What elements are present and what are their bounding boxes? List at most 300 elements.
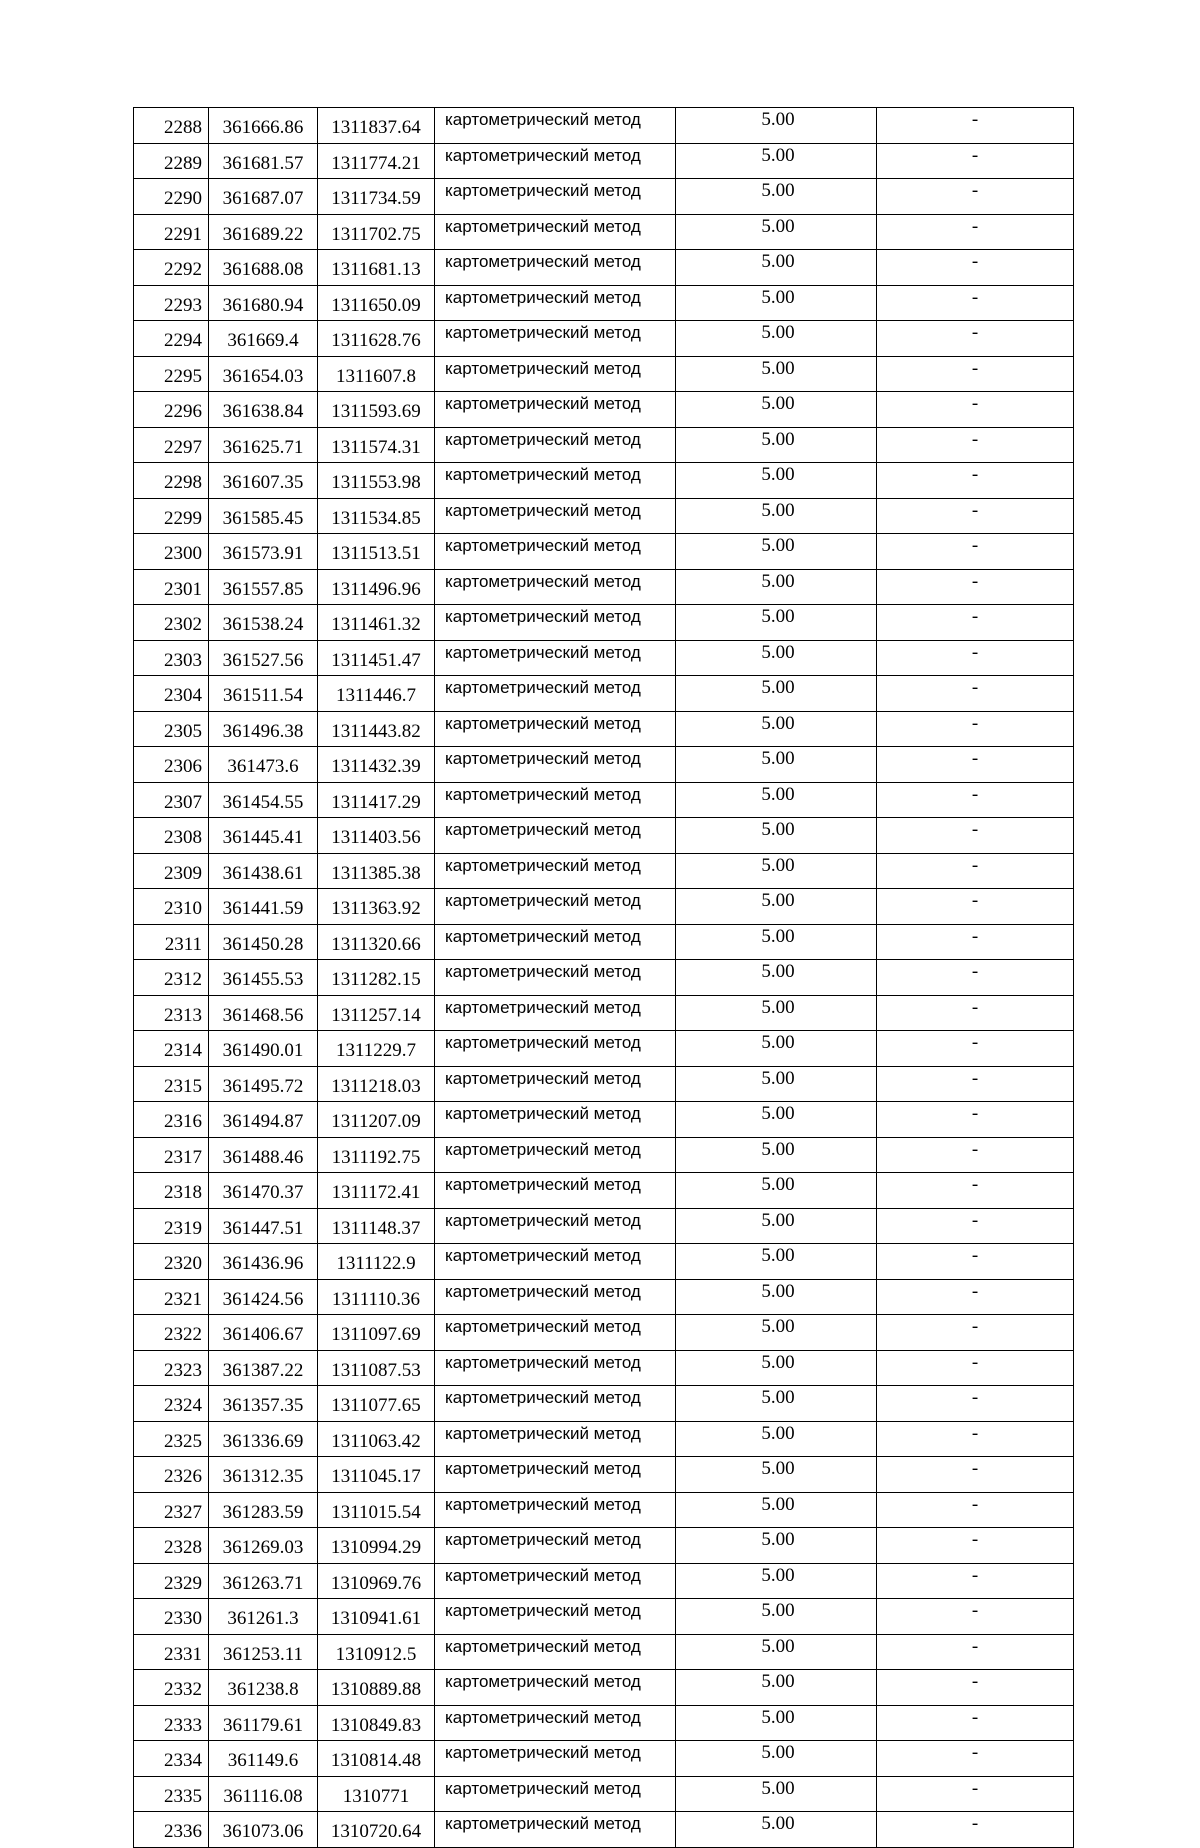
table-row	[134, 569, 1074, 605]
method-cell: картометрический метод	[435, 1634, 676, 1670]
point-number-cell: 2301	[134, 569, 209, 605]
accuracy-cell: 5.00	[676, 640, 877, 676]
point-number-cell: 2327	[134, 1492, 209, 1528]
note-cell: -	[877, 1031, 1074, 1067]
table-row	[134, 356, 1074, 392]
note-cell: -	[877, 1066, 1074, 1102]
note-cell: -	[877, 108, 1074, 144]
y-coordinate-cell: 1311257.14	[318, 995, 435, 1031]
method-cell: картометрический метод	[435, 1315, 676, 1351]
point-number-cell: 2288	[134, 108, 209, 144]
accuracy-cell: 5.00	[676, 1102, 877, 1138]
x-coordinate-cell: 361357.35	[209, 1386, 318, 1422]
x-coordinate-cell: 361441.59	[209, 889, 318, 925]
table-row	[134, 1208, 1074, 1244]
table-row	[134, 1421, 1074, 1457]
y-coordinate-cell: 1310849.83	[318, 1705, 435, 1741]
y-coordinate-cell: 1311496.96	[318, 569, 435, 605]
point-number-cell: 2298	[134, 463, 209, 499]
point-number-cell: 2303	[134, 640, 209, 676]
accuracy-cell: 5.00	[676, 179, 877, 215]
method-cell: картометрический метод	[435, 569, 676, 605]
point-number-cell: 2293	[134, 285, 209, 321]
y-coordinate-cell: 1311607.8	[318, 356, 435, 392]
point-number-cell: 2290	[134, 179, 209, 215]
point-number-cell: 2310	[134, 889, 209, 925]
point-number-cell: 2333	[134, 1705, 209, 1741]
point-number-cell: 2335	[134, 1776, 209, 1812]
note-cell: -	[877, 250, 1074, 286]
table-row	[134, 1741, 1074, 1777]
x-coordinate-cell: 361455.53	[209, 960, 318, 996]
table-row	[134, 1670, 1074, 1706]
table-row	[134, 1492, 1074, 1528]
note-cell: -	[877, 534, 1074, 570]
point-number-cell: 2289	[134, 143, 209, 179]
accuracy-cell: 5.00	[676, 1173, 877, 1209]
method-cell: картометрический метод	[435, 782, 676, 818]
y-coordinate-cell: 1311087.53	[318, 1350, 435, 1386]
method-cell: картометрический метод	[435, 1208, 676, 1244]
accuracy-cell: 5.00	[676, 1386, 877, 1422]
method-cell: картометрический метод	[435, 285, 676, 321]
x-coordinate-cell: 361557.85	[209, 569, 318, 605]
accuracy-cell: 5.00	[676, 356, 877, 392]
y-coordinate-cell: 1311451.47	[318, 640, 435, 676]
y-coordinate-cell: 1311063.42	[318, 1421, 435, 1457]
x-coordinate-cell: 361073.06	[209, 1812, 318, 1848]
point-number-cell: 2317	[134, 1137, 209, 1173]
y-coordinate-cell: 1311432.39	[318, 747, 435, 783]
x-coordinate-cell: 361116.08	[209, 1776, 318, 1812]
table-row	[134, 463, 1074, 499]
note-cell: -	[877, 392, 1074, 428]
y-coordinate-cell: 1311702.75	[318, 214, 435, 250]
method-cell: картометрический метод	[435, 1244, 676, 1280]
table-row	[134, 1066, 1074, 1102]
note-cell: -	[877, 1137, 1074, 1173]
note-cell: -	[877, 321, 1074, 357]
method-cell: картометрический метод	[435, 1031, 676, 1067]
note-cell: -	[877, 463, 1074, 499]
note-cell: -	[877, 747, 1074, 783]
x-coordinate-cell: 361573.91	[209, 534, 318, 570]
y-coordinate-cell: 1310889.88	[318, 1670, 435, 1706]
x-coordinate-cell: 361387.22	[209, 1350, 318, 1386]
x-coordinate-cell: 361681.57	[209, 143, 318, 179]
point-number-cell: 2332	[134, 1670, 209, 1706]
accuracy-cell: 5.00	[676, 605, 877, 641]
note-cell: -	[877, 1599, 1074, 1635]
y-coordinate-cell: 1310912.5	[318, 1634, 435, 1670]
accuracy-cell: 5.00	[676, 1350, 877, 1386]
point-number-cell: 2319	[134, 1208, 209, 1244]
accuracy-cell: 5.00	[676, 711, 877, 747]
y-coordinate-cell: 1311122.9	[318, 1244, 435, 1280]
table-row	[134, 889, 1074, 925]
table-row	[134, 1102, 1074, 1138]
accuracy-cell: 5.00	[676, 285, 877, 321]
accuracy-cell: 5.00	[676, 676, 877, 712]
method-cell: картометрический метод	[435, 1137, 676, 1173]
note-cell: -	[877, 924, 1074, 960]
note-cell: -	[877, 1705, 1074, 1741]
x-coordinate-cell: 361149.6	[209, 1741, 318, 1777]
point-number-cell: 2324	[134, 1386, 209, 1422]
accuracy-cell: 5.00	[676, 1031, 877, 1067]
point-number-cell: 2323	[134, 1350, 209, 1386]
method-cell: картометрический метод	[435, 179, 676, 215]
accuracy-cell: 5.00	[676, 853, 877, 889]
accuracy-cell: 5.00	[676, 1812, 877, 1848]
note-cell: -	[877, 640, 1074, 676]
y-coordinate-cell: 1311446.7	[318, 676, 435, 712]
x-coordinate-cell: 361261.3	[209, 1599, 318, 1635]
y-coordinate-cell: 1311403.56	[318, 818, 435, 854]
note-cell: -	[877, 214, 1074, 250]
x-coordinate-cell: 361269.03	[209, 1528, 318, 1564]
method-cell: картометрический метод	[435, 1705, 676, 1741]
note-cell: -	[877, 569, 1074, 605]
y-coordinate-cell: 1311574.31	[318, 427, 435, 463]
x-coordinate-cell: 361470.37	[209, 1173, 318, 1209]
y-coordinate-cell: 1311628.76	[318, 321, 435, 357]
method-cell: картометрический метод	[435, 250, 676, 286]
table-row	[134, 392, 1074, 428]
accuracy-cell: 5.00	[676, 1670, 877, 1706]
method-cell: картометрический метод	[435, 1741, 676, 1777]
point-number-cell: 2292	[134, 250, 209, 286]
method-cell: картометрический метод	[435, 427, 676, 463]
x-coordinate-cell: 361625.71	[209, 427, 318, 463]
point-number-cell: 2321	[134, 1279, 209, 1315]
table-row	[134, 1244, 1074, 1280]
table-row	[134, 1563, 1074, 1599]
point-number-cell: 2322	[134, 1315, 209, 1351]
method-cell: картометрический метод	[435, 853, 676, 889]
note-cell: -	[877, 995, 1074, 1031]
table-row	[134, 818, 1074, 854]
table-row	[134, 250, 1074, 286]
point-number-cell: 2330	[134, 1599, 209, 1635]
y-coordinate-cell: 1311534.85	[318, 498, 435, 534]
x-coordinate-cell: 361680.94	[209, 285, 318, 321]
method-cell: картометрический метод	[435, 1528, 676, 1564]
accuracy-cell: 5.00	[676, 1776, 877, 1812]
accuracy-cell: 5.00	[676, 924, 877, 960]
x-coordinate-cell: 361468.56	[209, 995, 318, 1031]
y-coordinate-cell: 1311148.37	[318, 1208, 435, 1244]
point-number-cell: 2294	[134, 321, 209, 357]
accuracy-cell: 5.00	[676, 960, 877, 996]
note-cell: -	[877, 1634, 1074, 1670]
accuracy-cell: 5.00	[676, 1599, 877, 1635]
note-cell: -	[877, 960, 1074, 996]
accuracy-cell: 5.00	[676, 1066, 877, 1102]
note-cell: -	[877, 1173, 1074, 1209]
x-coordinate-cell: 361527.56	[209, 640, 318, 676]
note-cell: -	[877, 1776, 1074, 1812]
note-cell: -	[877, 1315, 1074, 1351]
point-number-cell: 2318	[134, 1173, 209, 1209]
accuracy-cell: 5.00	[676, 1528, 877, 1564]
accuracy-cell: 5.00	[676, 747, 877, 783]
y-coordinate-cell: 1311553.98	[318, 463, 435, 499]
point-number-cell: 2305	[134, 711, 209, 747]
x-coordinate-cell: 361687.07	[209, 179, 318, 215]
table-row	[134, 924, 1074, 960]
point-number-cell: 2329	[134, 1563, 209, 1599]
method-cell: картометрический метод	[435, 1102, 676, 1138]
point-number-cell: 2309	[134, 853, 209, 889]
point-number-cell: 2325	[134, 1421, 209, 1457]
y-coordinate-cell: 1311650.09	[318, 285, 435, 321]
x-coordinate-cell: 361450.28	[209, 924, 318, 960]
x-coordinate-cell: 361669.4	[209, 321, 318, 357]
note-cell: -	[877, 1492, 1074, 1528]
accuracy-cell: 5.00	[676, 1279, 877, 1315]
table-row	[134, 995, 1074, 1031]
table-row	[134, 1457, 1074, 1493]
point-number-cell: 2295	[134, 356, 209, 392]
y-coordinate-cell: 1311734.59	[318, 179, 435, 215]
x-coordinate-cell: 361496.38	[209, 711, 318, 747]
note-cell: -	[877, 1350, 1074, 1386]
method-cell: картометрический метод	[435, 1776, 676, 1812]
accuracy-cell: 5.00	[676, 782, 877, 818]
x-coordinate-cell: 361336.69	[209, 1421, 318, 1457]
y-coordinate-cell: 1311443.82	[318, 711, 435, 747]
x-coordinate-cell: 361488.46	[209, 1137, 318, 1173]
accuracy-cell: 5.00	[676, 214, 877, 250]
y-coordinate-cell: 1311363.92	[318, 889, 435, 925]
x-coordinate-cell: 361263.71	[209, 1563, 318, 1599]
y-coordinate-cell: 1310814.48	[318, 1741, 435, 1777]
method-cell: картометрический метод	[435, 108, 676, 144]
accuracy-cell: 5.00	[676, 250, 877, 286]
note-cell: -	[877, 1386, 1074, 1422]
point-number-cell: 2311	[134, 924, 209, 960]
accuracy-cell: 5.00	[676, 1208, 877, 1244]
table-row	[134, 143, 1074, 179]
point-number-cell: 2296	[134, 392, 209, 428]
note-cell: -	[877, 711, 1074, 747]
y-coordinate-cell: 1311015.54	[318, 1492, 435, 1528]
point-number-cell: 2302	[134, 605, 209, 641]
y-coordinate-cell: 1311417.29	[318, 782, 435, 818]
point-number-cell: 2300	[134, 534, 209, 570]
point-number-cell: 2326	[134, 1457, 209, 1493]
table-row	[134, 534, 1074, 570]
method-cell: картометрический метод	[435, 356, 676, 392]
method-cell: картометрический метод	[435, 1350, 676, 1386]
y-coordinate-cell: 1311207.09	[318, 1102, 435, 1138]
x-coordinate-cell: 361445.41	[209, 818, 318, 854]
x-coordinate-cell: 361454.55	[209, 782, 318, 818]
y-coordinate-cell: 1311077.65	[318, 1386, 435, 1422]
x-coordinate-cell: 361312.35	[209, 1457, 318, 1493]
point-number-cell: 2320	[134, 1244, 209, 1280]
y-coordinate-cell: 1311282.15	[318, 960, 435, 996]
table-row	[134, 747, 1074, 783]
x-coordinate-cell: 361511.54	[209, 676, 318, 712]
y-coordinate-cell: 1310941.61	[318, 1599, 435, 1635]
method-cell: картометрический метод	[435, 1173, 676, 1209]
accuracy-cell: 5.00	[676, 1705, 877, 1741]
point-number-cell: 2314	[134, 1031, 209, 1067]
table-row	[134, 1386, 1074, 1422]
table-row	[134, 285, 1074, 321]
table-row	[134, 498, 1074, 534]
note-cell: -	[877, 1528, 1074, 1564]
accuracy-cell: 5.00	[676, 1492, 877, 1528]
y-coordinate-cell: 1311461.32	[318, 605, 435, 641]
table-row	[134, 853, 1074, 889]
method-cell: картометрический метод	[435, 1386, 676, 1422]
note-cell: -	[877, 1279, 1074, 1315]
x-coordinate-cell: 361666.86	[209, 108, 318, 144]
accuracy-cell: 5.00	[676, 1421, 877, 1457]
table-row	[134, 676, 1074, 712]
note-cell: -	[877, 676, 1074, 712]
accuracy-cell: 5.00	[676, 498, 877, 534]
method-cell: картометрический метод	[435, 1670, 676, 1706]
y-coordinate-cell: 1310771	[318, 1776, 435, 1812]
y-coordinate-cell: 1311192.75	[318, 1137, 435, 1173]
table-row	[134, 321, 1074, 357]
method-cell: картометрический метод	[435, 498, 676, 534]
y-coordinate-cell: 1311513.51	[318, 534, 435, 570]
accuracy-cell: 5.00	[676, 463, 877, 499]
x-coordinate-cell: 361283.59	[209, 1492, 318, 1528]
table-row	[134, 1528, 1074, 1564]
method-cell: картометрический метод	[435, 463, 676, 499]
table-row	[134, 782, 1074, 818]
accuracy-cell: 5.00	[676, 1137, 877, 1173]
accuracy-cell: 5.00	[676, 321, 877, 357]
x-coordinate-cell: 361688.08	[209, 250, 318, 286]
y-coordinate-cell: 1310720.64	[318, 1812, 435, 1848]
note-cell: -	[877, 498, 1074, 534]
point-number-cell: 2316	[134, 1102, 209, 1138]
point-number-cell: 2336	[134, 1812, 209, 1848]
method-cell: картометрический метод	[435, 605, 676, 641]
note-cell: -	[877, 1457, 1074, 1493]
method-cell: картометрический метод	[435, 1457, 676, 1493]
x-coordinate-cell: 361473.6	[209, 747, 318, 783]
table-row	[134, 1599, 1074, 1635]
method-cell: картометрический метод	[435, 818, 676, 854]
y-coordinate-cell: 1311229.7	[318, 1031, 435, 1067]
method-cell: картометрический метод	[435, 534, 676, 570]
y-coordinate-cell: 1311097.69	[318, 1315, 435, 1351]
note-cell: -	[877, 1102, 1074, 1138]
accuracy-cell: 5.00	[676, 1315, 877, 1351]
point-number-cell: 2328	[134, 1528, 209, 1564]
x-coordinate-cell: 361490.01	[209, 1031, 318, 1067]
table-row	[134, 605, 1074, 641]
method-cell: картометрический метод	[435, 889, 676, 925]
table-row	[134, 1279, 1074, 1315]
accuracy-cell: 5.00	[676, 392, 877, 428]
note-cell: -	[877, 1670, 1074, 1706]
x-coordinate-cell: 361607.35	[209, 463, 318, 499]
y-coordinate-cell: 1311593.69	[318, 392, 435, 428]
x-coordinate-cell: 361585.45	[209, 498, 318, 534]
y-coordinate-cell: 1311320.66	[318, 924, 435, 960]
accuracy-cell: 5.00	[676, 889, 877, 925]
note-cell: -	[877, 1208, 1074, 1244]
method-cell: картометрический метод	[435, 747, 676, 783]
point-number-cell: 2334	[134, 1741, 209, 1777]
y-coordinate-cell: 1310969.76	[318, 1563, 435, 1599]
note-cell: -	[877, 889, 1074, 925]
point-number-cell: 2299	[134, 498, 209, 534]
y-coordinate-cell: 1311774.21	[318, 143, 435, 179]
note-cell: -	[877, 285, 1074, 321]
x-coordinate-cell: 361438.61	[209, 853, 318, 889]
x-coordinate-cell: 361238.8	[209, 1670, 318, 1706]
method-cell: картометрический метод	[435, 143, 676, 179]
x-coordinate-cell: 361179.61	[209, 1705, 318, 1741]
point-number-cell: 2297	[134, 427, 209, 463]
method-cell: картометрический метод	[435, 711, 676, 747]
method-cell: картометрический метод	[435, 1599, 676, 1635]
method-cell: картометрический метод	[435, 640, 676, 676]
accuracy-cell: 5.00	[676, 108, 877, 144]
method-cell: картометрический метод	[435, 1421, 676, 1457]
coordinates-table-body	[134, 108, 1074, 1848]
accuracy-cell: 5.00	[676, 1244, 877, 1280]
x-coordinate-cell: 361406.67	[209, 1315, 318, 1351]
point-number-cell: 2315	[134, 1066, 209, 1102]
table-row	[134, 960, 1074, 996]
coordinates-table	[133, 107, 1074, 1848]
x-coordinate-cell: 361494.87	[209, 1102, 318, 1138]
note-cell: -	[877, 1812, 1074, 1848]
table-row	[134, 1031, 1074, 1067]
y-coordinate-cell: 1311218.03	[318, 1066, 435, 1102]
table-row	[134, 427, 1074, 463]
accuracy-cell: 5.00	[676, 427, 877, 463]
point-number-cell: 2307	[134, 782, 209, 818]
accuracy-cell: 5.00	[676, 1634, 877, 1670]
table-row	[134, 1634, 1074, 1670]
note-cell: -	[877, 1244, 1074, 1280]
accuracy-cell: 5.00	[676, 1741, 877, 1777]
note-cell: -	[877, 605, 1074, 641]
method-cell: картометрический метод	[435, 392, 676, 428]
accuracy-cell: 5.00	[676, 818, 877, 854]
table-row	[134, 711, 1074, 747]
note-cell: -	[877, 356, 1074, 392]
point-number-cell: 2313	[134, 995, 209, 1031]
y-coordinate-cell: 1311385.38	[318, 853, 435, 889]
method-cell: картометрический метод	[435, 1812, 676, 1848]
y-coordinate-cell: 1311110.36	[318, 1279, 435, 1315]
method-cell: картометрический метод	[435, 1066, 676, 1102]
accuracy-cell: 5.00	[676, 1457, 877, 1493]
point-number-cell: 2308	[134, 818, 209, 854]
point-number-cell: 2304	[134, 676, 209, 712]
accuracy-cell: 5.00	[676, 995, 877, 1031]
method-cell: картометрический метод	[435, 214, 676, 250]
x-coordinate-cell: 361689.22	[209, 214, 318, 250]
point-number-cell: 2306	[134, 747, 209, 783]
note-cell: -	[877, 1563, 1074, 1599]
method-cell: картометрический метод	[435, 1492, 676, 1528]
y-coordinate-cell: 1311045.17	[318, 1457, 435, 1493]
